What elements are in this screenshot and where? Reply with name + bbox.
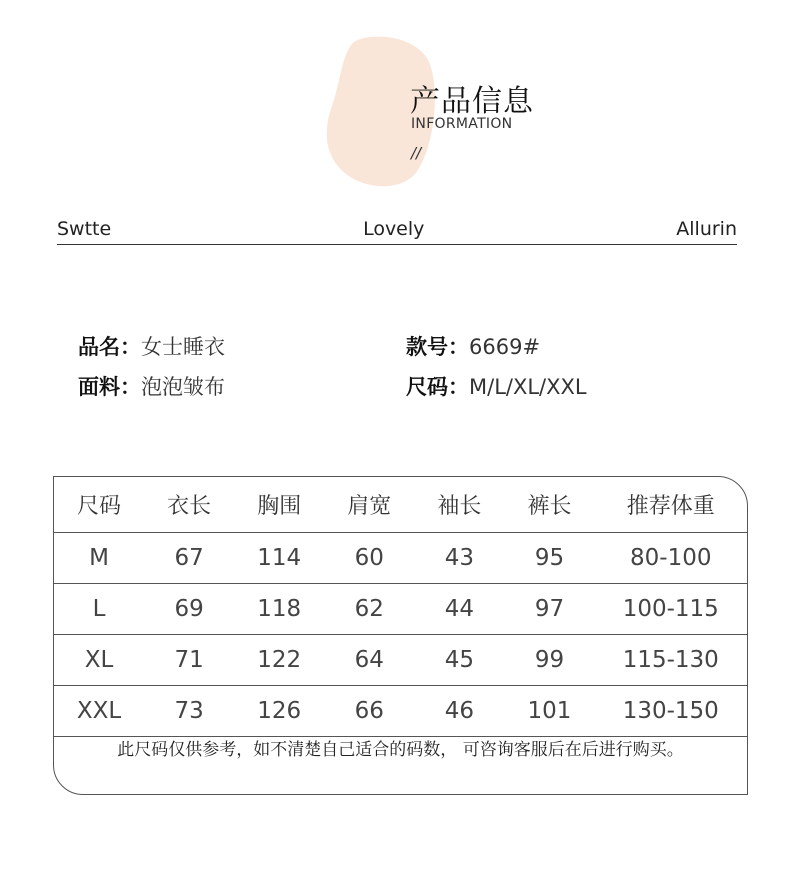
column-header: 肩宽	[347, 494, 392, 519]
table-cell: XL	[84, 647, 114, 673]
table-cell: 62	[354, 596, 384, 622]
table-cell: 95	[534, 545, 565, 571]
table-cell: 67	[174, 545, 204, 571]
table-cell: 46	[444, 698, 474, 724]
product-fabric	[78, 371, 225, 401]
product-style-label: 款号：	[406, 335, 469, 359]
size-disclaimer: 此尺码仅供参考，如不清楚自己适合的码数， 可咨询客服后在后进行购买。	[117, 740, 684, 760]
table-cell: 101	[527, 698, 572, 724]
table-row	[54, 686, 747, 737]
product-sizes	[406, 371, 587, 401]
decorative-slashes: //	[411, 144, 422, 162]
table-cell: 45	[444, 647, 474, 673]
table-cell: 99	[534, 647, 565, 673]
size-chart	[53, 476, 748, 795]
section-title: 产品信息	[410, 84, 534, 119]
table-cell: 44	[444, 596, 474, 622]
table-cell: 60	[354, 545, 384, 571]
product-style-value: 6669#	[469, 335, 541, 359]
table-cell: 69	[174, 596, 204, 622]
table-cell: 122	[257, 647, 302, 673]
table-cell: 97	[534, 596, 565, 622]
product-name-label: 品名：	[78, 335, 141, 359]
table-cell: 126	[257, 698, 302, 724]
table-cell: 115-130	[622, 647, 719, 673]
table-cell: L	[92, 596, 106, 622]
table-cell: 73	[174, 698, 204, 724]
tagline-lovely: Lovely	[363, 218, 425, 240]
table-cell: 130-150	[622, 698, 719, 724]
size-table	[54, 477, 747, 737]
column-header: 袖长	[437, 494, 482, 519]
table-cell: 118	[257, 596, 302, 622]
table-cell: 80-100	[630, 545, 712, 571]
product-fabric-value: 泡泡皱布	[141, 375, 225, 399]
column-header: 尺码	[77, 494, 122, 519]
tagline-alluring: Allurin	[676, 218, 737, 240]
table-cell: 66	[354, 698, 384, 724]
tagline-row	[57, 218, 737, 245]
product-size-label: 尺码：	[406, 375, 469, 399]
product-size-value: M/L/XL/XXL	[469, 375, 587, 399]
product-style	[406, 331, 540, 361]
column-header: 衣长	[167, 494, 212, 519]
section-subtitle: INFORMATION	[411, 116, 513, 132]
column-header: 裤长	[527, 494, 572, 519]
table-row	[54, 635, 747, 686]
table-row	[54, 584, 747, 635]
table-cell: 64	[354, 647, 384, 673]
table-header-row	[54, 477, 747, 533]
table-row	[54, 533, 747, 584]
product-name	[78, 331, 225, 361]
column-header: 胸围	[257, 494, 302, 519]
table-cell: 100-115	[622, 596, 719, 622]
table-cell: 43	[444, 545, 474, 571]
tagline-sweet: Swtte	[57, 218, 112, 240]
table-cell: 114	[257, 545, 302, 571]
table-cell: 71	[174, 647, 204, 673]
product-name-value: 女士睡衣	[141, 335, 225, 359]
column-header: 推荐体重	[626, 494, 715, 519]
table-cell: XXL	[76, 698, 122, 724]
product-fabric-label: 面料：	[78, 375, 141, 399]
table-cell: M	[89, 545, 109, 571]
